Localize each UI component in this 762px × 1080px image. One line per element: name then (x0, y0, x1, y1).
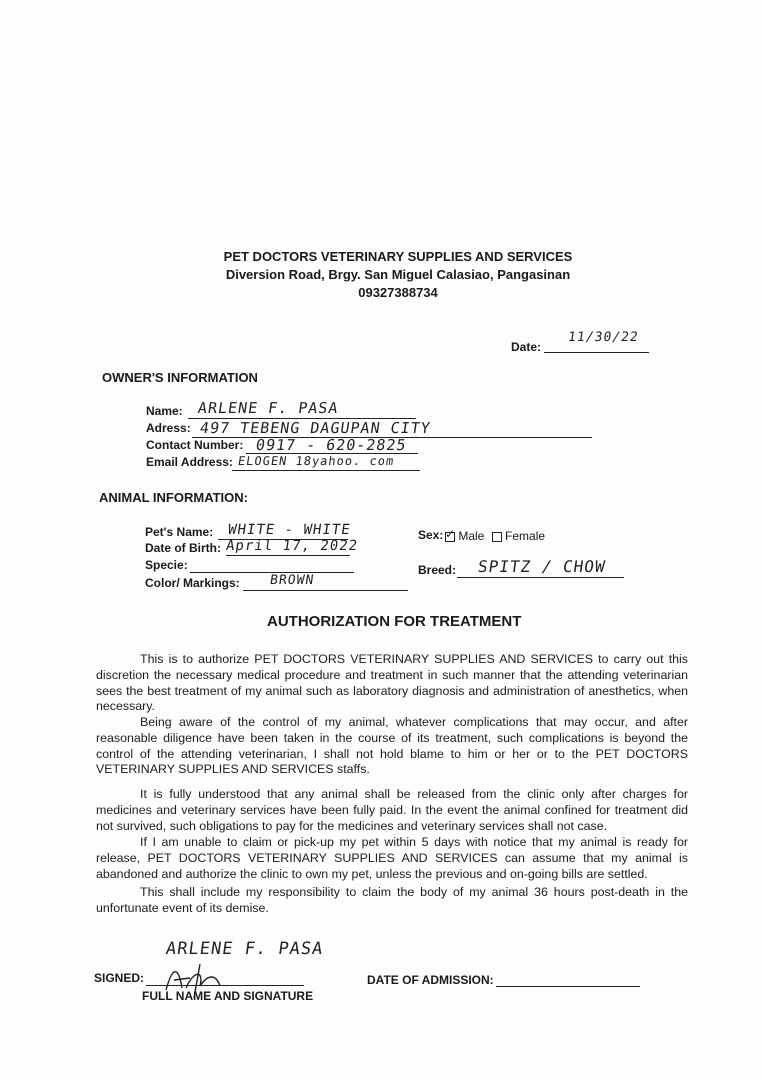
pet-name-value: WHITE - WHITE (226, 522, 352, 538)
check-mark-icon: ✓ (445, 526, 456, 541)
owner-email-line (232, 470, 420, 471)
authorization-paragraph-3: It is fully understood that any animal shall be released from the clinic only after charges for medicines and veterinary services have been fully paid. In the event the animal confined for treatment did not survived, such obligations to pay for the medicines and veterinary services shall not case. (96, 787, 688, 833)
authorization-paragraph-4: If I am unable to claim or pick-up my pet within 5 days with notice that my animal is ready for release, PET DOCTORS VETERINARY SUPPLIES AND SERVICES can assume that my animal is abandoned and authorize the clinic to own my pet, unless the previous and on-going bills are settled. (96, 835, 688, 881)
authorization-paragraph-2: Being aware of the control of my animal, whatever complications that may occur, and after reasonable diligence have been taken in the course of its treatment, such complications is beyond the control of the attending veterinarian, I shall not hold blame to him or her or to the PET DOCTORS VETERINARY SUPPLIES AND SERVICES staffs. (96, 715, 688, 777)
clinic-name: PET DOCTORS VETERINARY SUPPLIES AND SERVICES (223, 249, 573, 264)
date-of-admission-line (496, 986, 640, 987)
owner-name-value: ARLENE F. PASA (196, 399, 340, 417)
breed-line (457, 577, 624, 578)
specie-label: Specie: (145, 558, 188, 572)
owner-address-value: 497 TEBENG DAGUPAN CITY (198, 419, 432, 437)
date-of-admission-label: DATE OF ADMISSION: (367, 973, 494, 987)
pet-name-label: Pet's Name: (145, 525, 214, 539)
color-value: BROWN (268, 573, 316, 588)
sex-label: Sex: (418, 528, 444, 542)
owner-contact-label: Contact Number: (146, 438, 244, 452)
animal-section-title: ANIMAL INFORMATION: (99, 490, 248, 505)
female-checkbox[interactable] (492, 532, 502, 542)
date-label: Date: (511, 340, 542, 354)
date-line (544, 352, 649, 353)
dob-label: Date of Birth: (145, 541, 221, 555)
signed-label: SIGNED: (94, 971, 145, 985)
owner-email-label: Email Address: (146, 455, 233, 469)
signature-caption: FULL NAME AND SIGNATURE (142, 989, 314, 1003)
male-checkbox[interactable] (445, 526, 456, 542)
breed-label: Breed: (418, 563, 457, 577)
owner-contact-value: 0917 - 620-2825 (254, 436, 408, 454)
sex-options (445, 526, 546, 543)
signature-printed-name: ARLENE F. PASA (164, 939, 325, 959)
owner-name-label: Name: (146, 404, 183, 418)
dob-value: April 17, 2022 (224, 538, 360, 554)
dob-line (226, 555, 350, 556)
owner-address-label: Adress: (146, 421, 191, 435)
authorization-title: AUTHORIZATION FOR TREATMENT (267, 613, 522, 630)
authorization-paragraph-5: This shall include my responsibility to claim the body of my animal 36 hours post-death in the unfortunate event of its demise. (96, 885, 688, 915)
color-line (243, 590, 408, 591)
authorization-paragraph-1: This is to authorize PET DOCTORS VETERINARY SUPPLIES AND SERVICES to carry out this discretion the necessary medical procedure and treatment in such manner that the attending veterinarian sees the best treatment of my animal such as laboratory diagnosis and administration of anesthetics, when necessary. (96, 652, 688, 714)
color-label: Color/ Markings: (145, 576, 240, 590)
female-option-label: Female (505, 529, 546, 543)
clinic-address: Diversion Road, Brgy. San Miguel Calasiao, Pangasinan (225, 267, 571, 282)
male-option-label: Male (458, 529, 485, 543)
clinic-phone: 09327388734 (358, 285, 438, 300)
breed-value: SPITZ / CHOW (476, 557, 607, 576)
date-value: 11/30/22 (566, 330, 640, 345)
owner-email-value: ELOGEN 18yahoo. com (237, 454, 396, 468)
owner-section-title: OWNER'S INFORMATION (102, 370, 258, 385)
